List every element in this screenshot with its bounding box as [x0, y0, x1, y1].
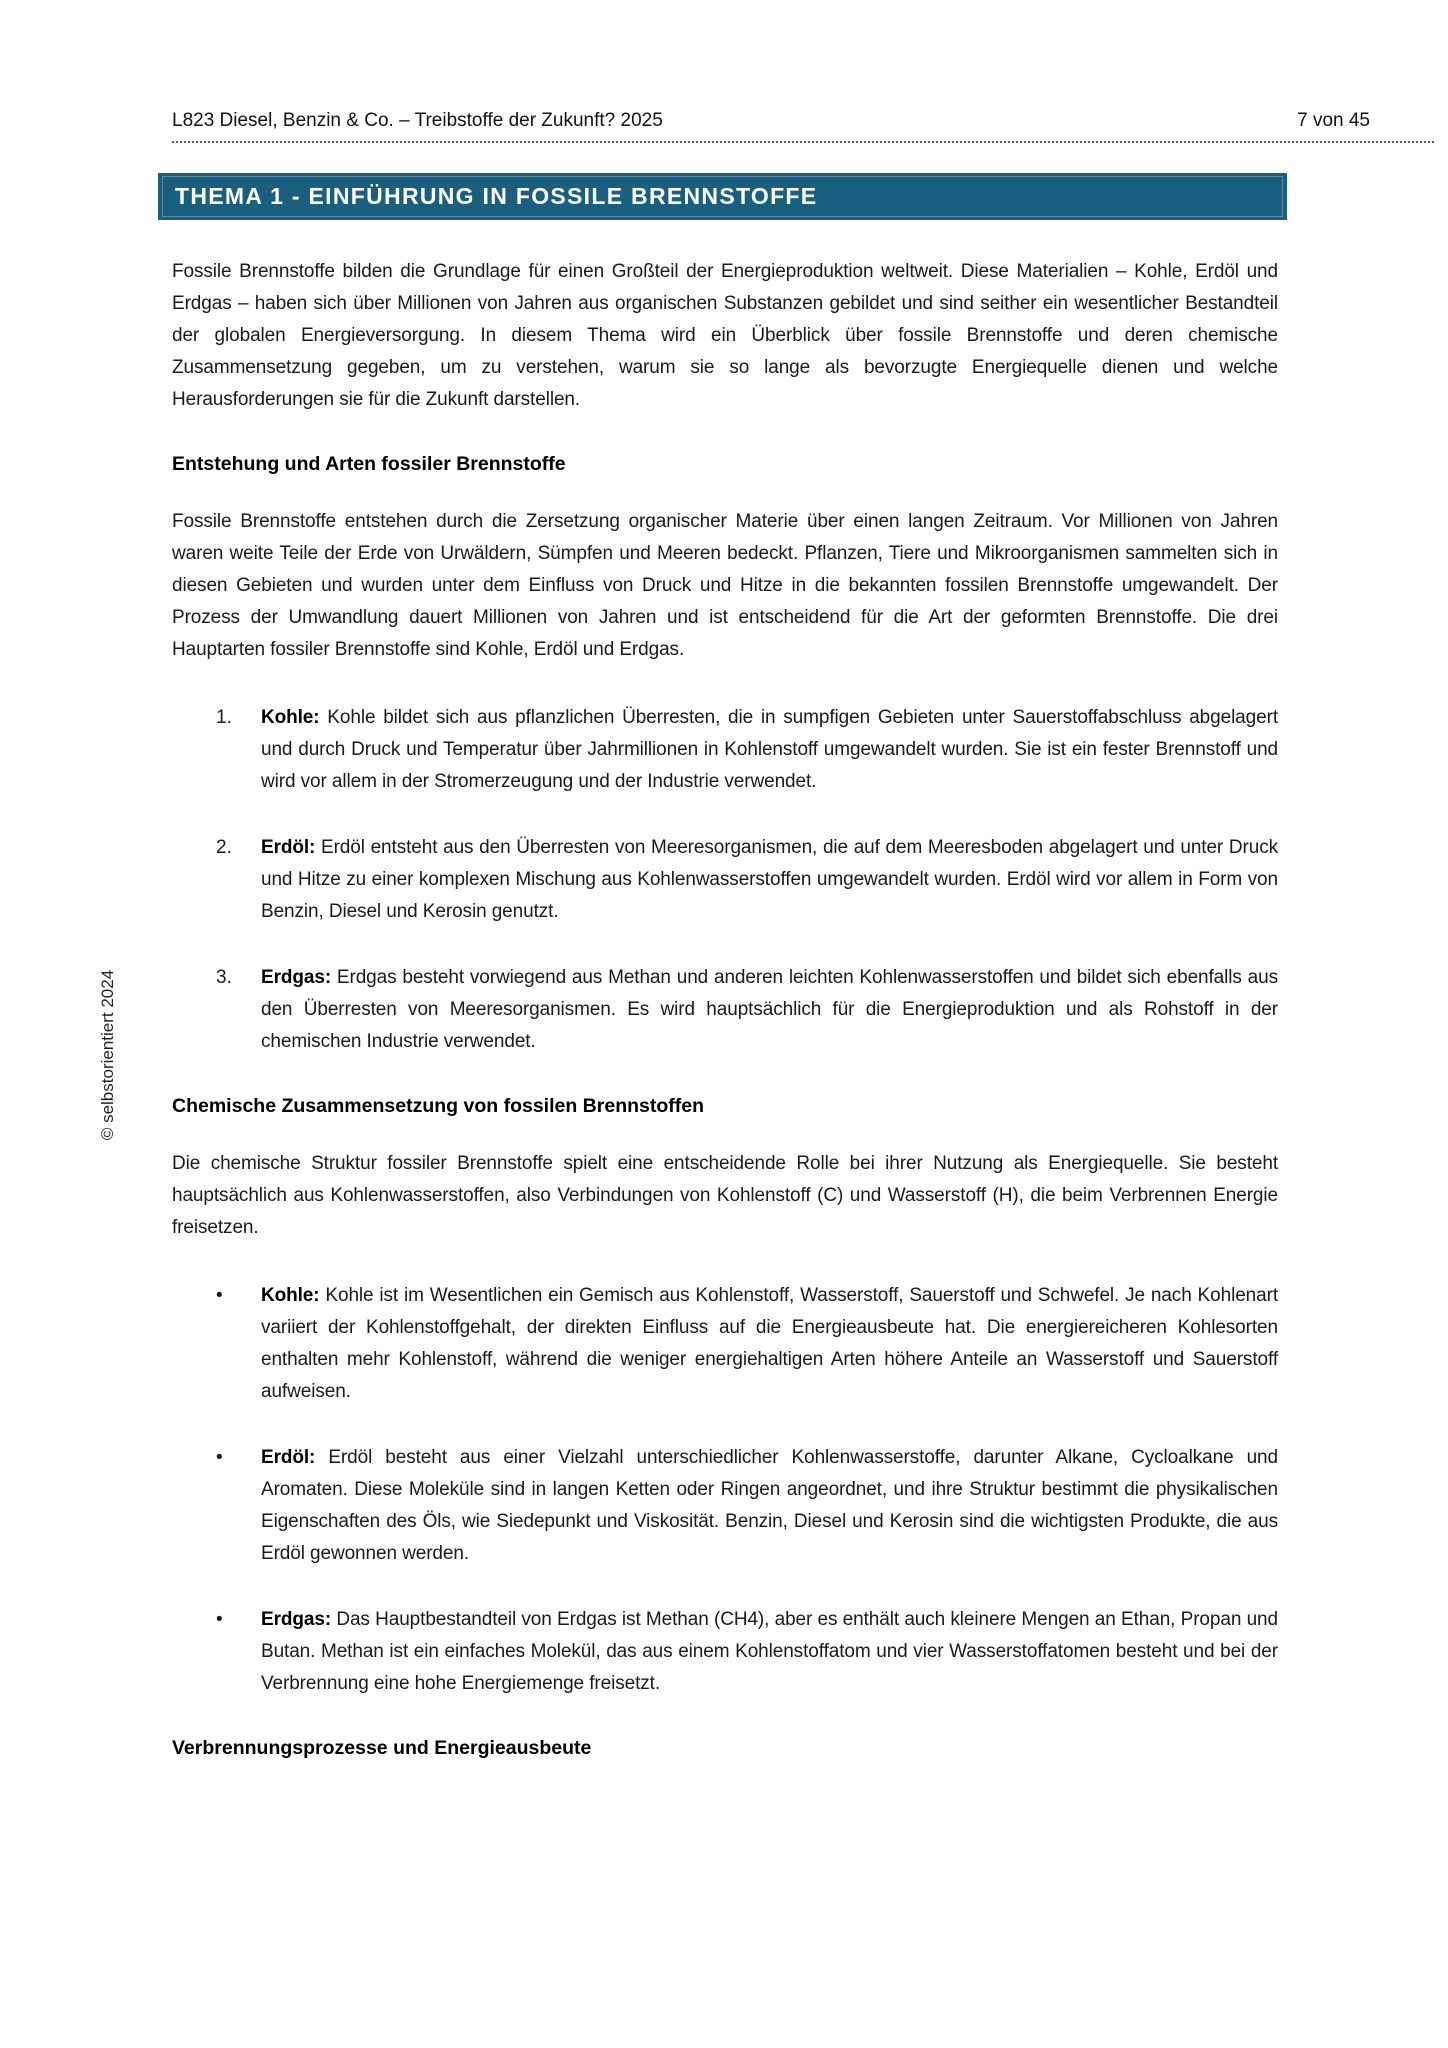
copyright-vertical-label: © selbstorientiert 2024 [98, 969, 117, 1141]
bullet-item-text [261, 1604, 1278, 1700]
numbered-list [172, 702, 1278, 1058]
bullet-item-description: Erdöl besteht aus einer Vielzahl unterschiedlicher Kohlenwasserstoffe, darunter Alkane, Cycloalkane und Aromaten. Diese Moleküle sind in langen Ketten oder Ringen angeordnet, und ihre Struktur bestimmt die physikalischen Eigenschaften des Öls, wie Siedepunkt und Viskosität. Benzin, Diesel und Kerosin sind die wichtigsten Produkte, die aus Erdöl gewonnen werden. [261, 1447, 1278, 1564]
bullet-item-erdoel [172, 1442, 1278, 1570]
list-item-term: Erdöl: [261, 837, 316, 858]
list-item-erdoel [172, 832, 1278, 928]
list-number: 3. [216, 967, 232, 988]
bullet-item-kohle [172, 1280, 1278, 1408]
header-page-number: 7 von 45 [1297, 110, 1370, 131]
list-item-text [261, 832, 1278, 928]
list-item-text [261, 962, 1278, 1058]
bullet-item-term: Erdgas: [261, 1609, 332, 1630]
list-item-description: Kohle bildet sich aus pflanzlichen Überresten, die in sumpfigen Gebieten unter Sauerstoffabschluss abgelagert und durch Druck und Temperatur über Jahrmillionen in Kohlenstoff umgewandelt wurden. Sie ist ein fester Brennstoff und wird vor allem in der Stromerzeugung und der Industrie verwendet. [261, 707, 1278, 792]
bullet-item-description: Kohle ist im Wesentlichen ein Gemisch aus Kohlenstoff, Wasserstoff, Sauerstoff und Schwefel. Je nach Kohlenart variiert der Kohlenstoffgehalt, der direkten Einfluss auf die Energieausbeute hat. Die energiereicheren Kohlesorten enthalten mehr Kohlenstoff, während die weniger energiehaltigen Arten höhere Anteile an Wasserstoff und Sauerstoff aufweisen. [261, 1285, 1278, 1402]
topic-banner [158, 173, 1287, 220]
page-header [172, 110, 1370, 132]
bullet-item-term: Erdöl: [261, 1447, 316, 1468]
bullet-item-erdgas [172, 1604, 1278, 1700]
list-number: 1. [216, 707, 232, 728]
bullet-item-text [261, 1442, 1278, 1570]
document-content [172, 256, 1278, 1790]
header-divider [172, 141, 1434, 143]
section-paragraph-entstehung: Fossile Brennstoffe entstehen durch die Zersetzung organischer Materie über einen langen Zeitraum. Vor Millionen von Jahren waren weite Teile der Erde von Urwäldern, Sümpfen und Meeren bedeckt. Pflanzen, Tiere und Mikroorganismen sammelten sich in diesen Gebieten und wurden unter dem Einfluss von Druck und Hitze in die bekannten fossilen Brennstoffe umgewandelt. Der Prozess der Umwandlung dauert Millionen von Jahren und ist entscheidend für die Art der geformten Brennstoffe. Die drei Hauptarten fossiler Brennstoffe sind Kohle, Erdöl und Erdgas. [172, 511, 1278, 660]
list-item-erdgas [172, 962, 1278, 1058]
section-heading-chemie: Chemische Zusammensetzung von fossilen Brennstoffen [172, 1095, 705, 1117]
bulleted-list [172, 1280, 1278, 1700]
section-heading-entstehung: Entstehung und Arten fossiler Brennstoffe [172, 453, 566, 475]
topic-banner-title: THEMA 1 - EINFÜHRUNG IN FOSSILE BRENNSTOFFE [175, 183, 818, 209]
header-course-title: L823 Diesel, Benzin & Co. – Treibstoffe der Zukunft? 2025 [172, 110, 663, 131]
list-number: 2. [216, 837, 232, 858]
bullet-marker: • [216, 1609, 223, 1630]
list-item-term: Kohle: [261, 707, 320, 728]
list-item-description: Erdöl entsteht aus den Überresten von Meeresorganismen, die auf dem Meeresboden abgelagert und unter Druck und Hitze zu einer komplexen Mischung aus Kohlenwasserstoffen umgewandelt wurden. Erdöl wird vor allem in Form von Benzin, Diesel und Kerosin genutzt. [261, 837, 1278, 922]
bullet-marker: • [216, 1447, 223, 1468]
bullet-item-term: Kohle: [261, 1285, 320, 1306]
intro-paragraph: Fossile Brennstoffe bilden die Grundlage für einen Großteil der Energieproduktion weltweit. Diese Materialien – Kohle, Erdöl und Erdgas – haben sich über Millionen von Jahren aus organischen Substanzen gebildet und sind seither ein wesentlicher Bestandteil der globalen Energieversorgung. In diesem Thema wird ein Überblick über fossile Brennstoffe und deren chemische Zusammensetzung gegeben, um zu verstehen, warum sie so lange als bevorzugte Energiequelle dienen und welche Herausforderungen sie für die Zukunft darstellen. [172, 261, 1278, 410]
bullet-marker: • [216, 1285, 223, 1306]
list-item-kohle [172, 702, 1278, 798]
list-item-text [261, 702, 1278, 798]
section-paragraph-chemie: Die chemische Struktur fossiler Brennstoffe spielt eine entscheidende Rolle bei ihrer Nutzung als Energiequelle. Sie besteht hauptsächlich aus Kohlenwasserstoffen, also Verbindungen von Kohlenstoff (C) und Wasserstoff (H), die beim Verbrennen Energie freisetzen. [172, 1153, 1278, 1238]
bullet-item-text [261, 1280, 1278, 1408]
section-heading-verbrennung: Verbrennungsprozesse und Energieausbeute [172, 1737, 592, 1759]
list-item-term: Erdgas: [261, 967, 332, 988]
list-item-description: Erdgas besteht vorwiegend aus Methan und anderen leichten Kohlenwasserstoffen und bildet sich ebenfalls aus den Überresten von Meeresorganismen. Es wird hauptsächlich für die Energieproduktion und als Rohstoff in der chemischen Industrie verwendet. [261, 967, 1278, 1052]
bullet-item-description: Das Hauptbestandteil von Erdgas ist Methan (CH4), aber es enthält auch kleinere Mengen an Ethan, Propan und Butan. Methan ist ein einfaches Molekül, das aus einem Kohlenstoffatom und vier Wasserstoffatomen besteht und bei der Verbrennung eine hohe Energiemenge freisetzt. [261, 1609, 1278, 1694]
